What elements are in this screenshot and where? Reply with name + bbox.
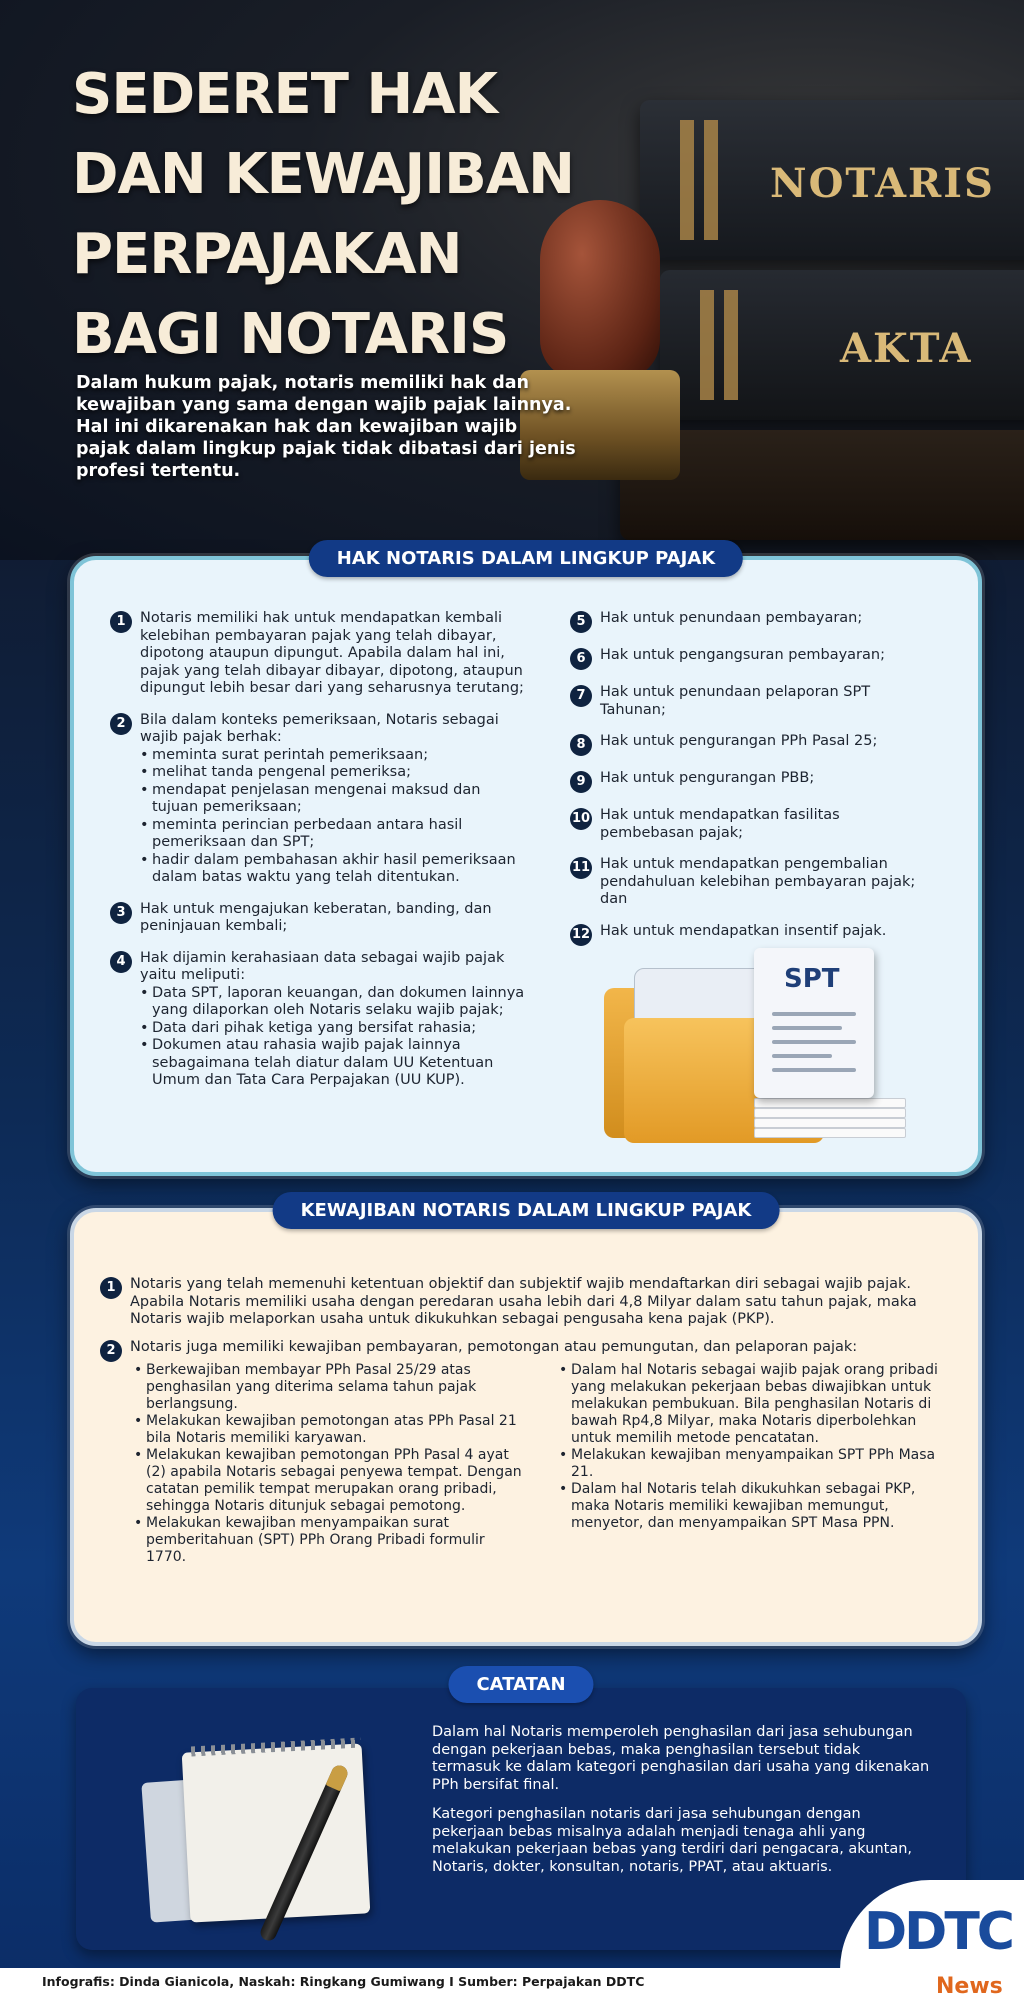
- book-akta: [660, 270, 1024, 420]
- title-line: DAN KEWAJIBAN: [72, 142, 574, 207]
- kewajiban-item-text: Notaris juga memiliki kewajiban pembayaran, pemotongan atau pemungutan, dan pelaporan pajak:: [130, 1338, 858, 1355]
- hak-item: [570, 770, 930, 793]
- hak-item-text: Bila dalam konteks pemeriksaan, Notaris sebagai wajib pajak berhak:: [140, 711, 499, 745]
- hak-item-text: Hak untuk penundaan pelaporan SPT Tahunan;: [600, 684, 871, 718]
- hak-item-text: Hak untuk mengajukan keberatan, banding, dan peninjauan kembali;: [140, 900, 492, 934]
- hak-item-text: Hak dijamin kerahasiaan data sebagai wajib pajak yaitu meliputi:: [140, 949, 505, 983]
- title-line: BAGI NOTARIS: [72, 302, 509, 367]
- ddtc-logo: DDTC: [864, 1902, 1012, 1962]
- hak-item-text: Notaris memiliki hak untuk mendapatkan kembali kelebihan pembayaran pajak yang telah dibayar, dipotong ataupun dipungut. Apabila dalam hal ini, pajak yang telah dibayar dibayar, dipotong, ataupun dipungut lebih besar dari yang seharusnya terutang;: [140, 610, 524, 696]
- spt-label: SPT: [784, 964, 840, 994]
- hak-item: [570, 647, 930, 670]
- notebook-illustration: [146, 1738, 376, 1928]
- book-bottom: [620, 430, 1024, 540]
- hak-item-text: Hak untuk pengurangan PBB;: [600, 770, 815, 786]
- number-badge: 4: [110, 951, 132, 973]
- hak-item-text: Hak untuk mendapatkan insentif pajak.: [600, 922, 887, 939]
- page-title: [72, 55, 574, 375]
- hak-item-text: Hak untuk penundaan pembayaran;: [600, 610, 863, 626]
- number-badge: 12: [570, 924, 592, 946]
- catatan-header: CATATAN: [448, 1666, 593, 1703]
- hak-item: [110, 712, 530, 887]
- hak-item: [570, 684, 930, 719]
- list-item: • hadir dalam pembahasan akhir hasil pemeriksaan dalam batas waktu yang telah ditentukan.: [140, 852, 530, 887]
- ddtc-news-label: News: [936, 1974, 1003, 1999]
- kewajiban-right-list: [559, 1362, 954, 1532]
- list-item: • Dalam hal Notaris telah dikukuhkan sebagai PKP, maka Notaris memiliki kewajiban memungut, menyetor, dan menyampaikan SPT Masa PPN.: [559, 1481, 954, 1532]
- hak-item: [570, 610, 930, 633]
- kewajiban-left-list: [134, 1362, 529, 1566]
- number-badge: 3: [110, 902, 132, 924]
- number-badge: 9: [570, 771, 592, 793]
- hak-item: [110, 901, 530, 936]
- title-line: SEDERET HAK: [72, 62, 497, 127]
- catatan-box: [76, 1674, 966, 1950]
- hak-sub-list: [140, 747, 530, 887]
- hak-sub-list: [140, 985, 530, 1090]
- kewajiban-columns: [134, 1362, 954, 1566]
- number-badge: 11: [570, 857, 592, 879]
- book-notaris: [640, 100, 1024, 260]
- number-badge: 5: [570, 611, 592, 633]
- number-badge: 2: [100, 1340, 122, 1362]
- list-item: • Dokumen atau rahasia wajib pajak lainnya sebagaimana telah diatur dalam UU Ketentuan Umum dan Tata Cara Perpajakan (UU KUP).: [140, 1037, 530, 1090]
- book-label-notaris: NOTARIS: [770, 160, 995, 207]
- list-item: • Berkewajiban membayar PPh Pasal 25/29 atas penghasilan yang diterima selama tahun pajak berlangsung.: [134, 1362, 529, 1413]
- intro-text: Dalam hukum pajak, notaris memiliki hak dan kewajiban yang sama dengan wajib pajak lainnya. Hal ini dikarenakan hak dan kewajiban wajib pajak dalam lingkup pajak tidak dibatasi dari jenis profesi tertentu.: [76, 373, 576, 481]
- hak-item: [110, 950, 530, 1090]
- list-item: • Data dari pihak ketiga yang bersifat rahasia;: [140, 1020, 530, 1038]
- book-label-akta: AKTA: [840, 325, 973, 372]
- spt-document-icon: [754, 948, 874, 1098]
- list-item: • Dalam hal Notaris sebagai wajib pajak orang pribadi yang melakukan pekerjaan bebas diwajibkan untuk melakukan pembukuan. Bila penghasilan Notaris di bawah Rp4,8 Milyar, maka Notaris diperbolehkan untuk memilih metode pencatatan.: [559, 1362, 954, 1447]
- list-item: • Data SPT, laporan keuangan, dan dokumen lainnya yang dilaporkan oleh Notaris selaku wajib pajak;: [140, 985, 530, 1020]
- catatan-text: [432, 1724, 932, 1888]
- hak-item: [570, 856, 930, 909]
- hak-item: [110, 610, 530, 698]
- kewajiban-item-text: Notaris yang telah memenuhi ketentuan objektif dan subjektif wajib mendaftarkan diri sebagai wajib pajak. Apabila Notaris memiliki usaha dengan peredaran usaha lebih dari 4,8 Milyar dalam satu tahun pajak, maka Notaris wajib melaporkan usaha untuk dikukuhkan sebagai pengusaha kena pajak (PKP).: [130, 1276, 917, 1327]
- list-item: • Melakukan kewajiban pemotongan atas PPh Pasal 21 bila Notaris memiliki karyawan.: [134, 1413, 529, 1447]
- number-badge: 1: [100, 1277, 122, 1299]
- list-item: • mendapat penjelasan mengenai maksud dan tujuan pemeriksaan;: [140, 782, 530, 817]
- folder-illustration: [604, 948, 924, 1148]
- list-item: • Melakukan kewajiban pemotongan PPh Pasal 4 ayat (2) apabila Notaris sebagai penyewa tempat. Dengan catatan pemilik tempat merupakan orang pribadi, sehingga Notaris ditunjuk sebagai pemotong.: [134, 1447, 529, 1515]
- list-item: • meminta surat perintah pemeriksaan;: [140, 747, 530, 765]
- hak-item-text: Hak untuk mendapatkan fasilitas pembebasan pajak;: [600, 807, 840, 841]
- title-line: PERPAJAKAN: [72, 222, 462, 287]
- list-item: • meminta perincian perbedaan antara hasil pemeriksaan dan SPT;: [140, 817, 530, 852]
- kewajiban-panel: [70, 1200, 982, 1646]
- kewajiban-items: [100, 1276, 950, 1372]
- kewajiban-left-column: [134, 1362, 529, 1566]
- hak-left-column: [110, 610, 530, 1104]
- catatan-paragraph: Kategori penghasilan notaris dari jasa sehubungan dengan pekerjaan bebas misalnya adalah menjadi tenaga ahli yang melakukan pekerjaan bebas yang terdiri dari pengacara, akuntan, Notaris, dokter, konsultan, notaris, PPAT, atau aktuaris.: [432, 1806, 913, 1875]
- list-item: • melihat tanda pengenal pemeriksa;: [140, 764, 530, 782]
- hak-item-text: Hak untuk pengangsuran pembayaran;: [600, 647, 885, 663]
- number-badge: 8: [570, 734, 592, 756]
- number-badge: 10: [570, 808, 592, 830]
- hak-item-text: Hak untuk mendapatkan pengembalian pendahuluan kelebihan pembayaran pajak; dan: [600, 856, 916, 907]
- kewajiban-right-column: [559, 1362, 954, 1566]
- hak-item: [570, 733, 930, 756]
- kewajiban-item: [100, 1276, 950, 1329]
- number-badge: 2: [110, 713, 132, 735]
- catatan-paragraph: Dalam hal Notaris memperoleh penghasilan dari jasa sehubungan dengan pekerjaan bebas, maka penghasilan tersebut tidak termasuk ke dalam kategori penghasilan dari usaha yang dikenakan PPh bersifat final.: [432, 1724, 930, 1793]
- credits-text: Infografis: Dinda Gianicola, Naskah: Ringkang Gumiwang I Sumber: Perpajakan DDTC: [42, 1974, 645, 1989]
- hak-item: [570, 807, 930, 842]
- number-badge: 1: [110, 611, 132, 633]
- number-badge: 7: [570, 685, 592, 707]
- hak-right-column: [570, 610, 930, 960]
- kewajiban-header: KEWAJIBAN NOTARIS DALAM LINGKUP PAJAK: [273, 1192, 780, 1229]
- hak-item-text: Hak untuk pengurangan PPh Pasal 25;: [600, 733, 878, 749]
- kewajiban-item: [100, 1339, 950, 1362]
- list-item: • Melakukan kewajiban menyampaikan SPT PPh Masa 21.: [559, 1447, 954, 1481]
- number-badge: 6: [570, 648, 592, 670]
- hak-panel: [70, 548, 982, 1176]
- hak-header: HAK NOTARIS DALAM LINGKUP PAJAK: [309, 540, 743, 577]
- list-item: • Melakukan kewajiban menyampaikan surat pemberitahuan (SPT) PPh Orang Pribadi formulir 1770.: [134, 1515, 529, 1566]
- hak-item: [570, 923, 930, 946]
